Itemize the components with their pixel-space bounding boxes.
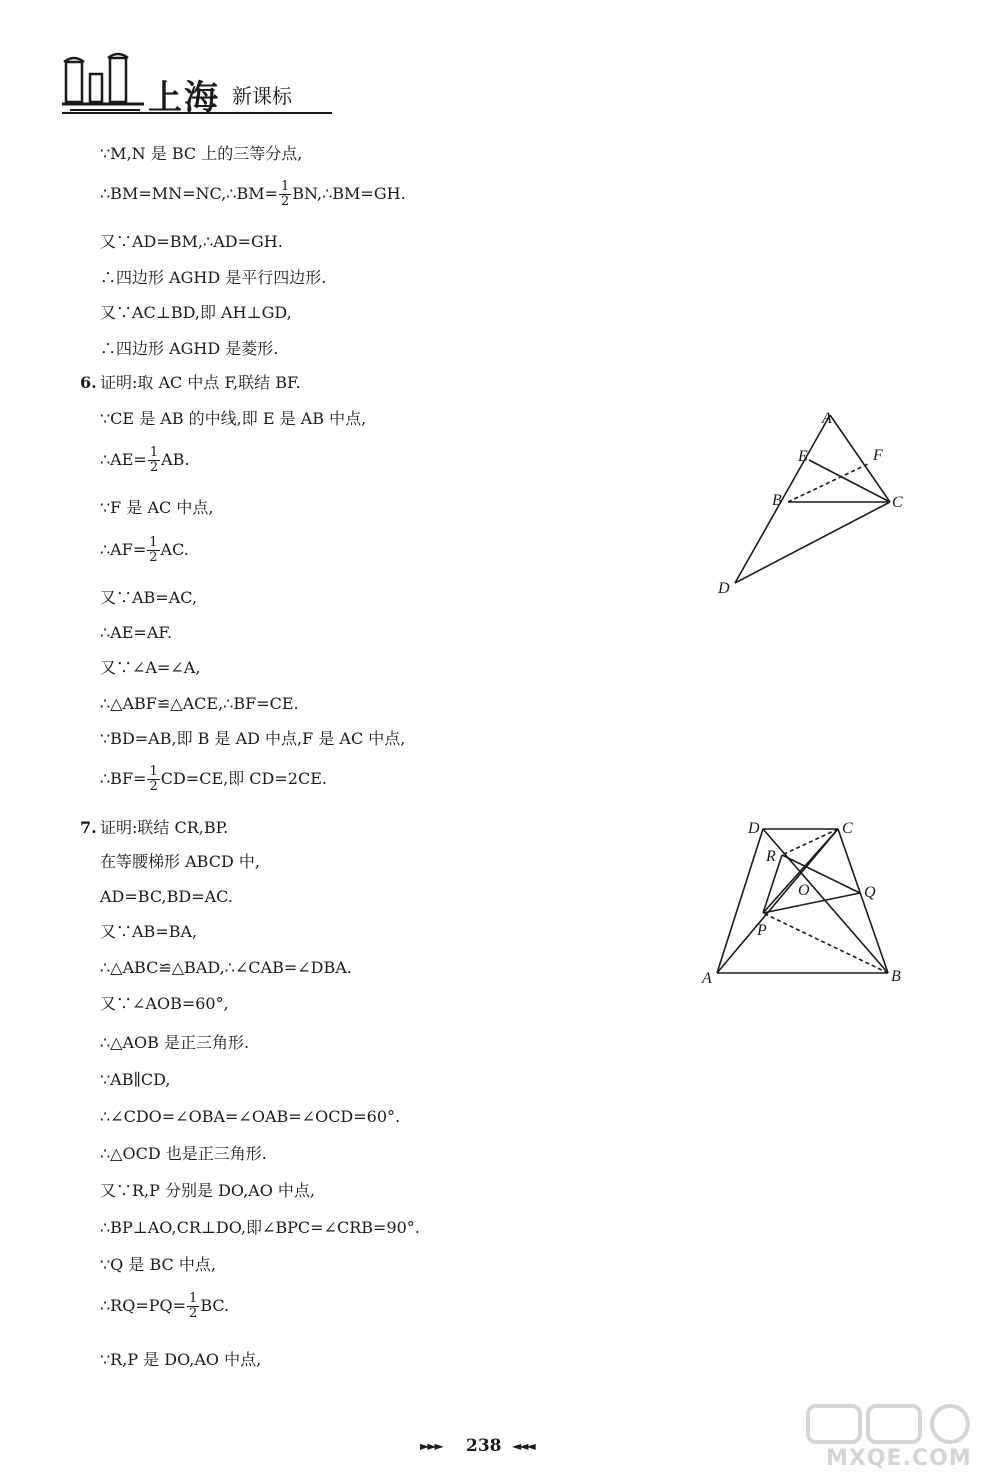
proof-line: 在等腰梯形 ABCD 中, (100, 852, 260, 871)
label-d: D (748, 820, 760, 837)
label-a: A (822, 410, 832, 427)
fraction-suffix: AC. (160, 540, 189, 559)
watermark (798, 1402, 988, 1472)
proof-line-fraction (100, 536, 189, 565)
fraction-suffix: BC. (200, 1296, 230, 1315)
proof-line: AD=BC,BD=AC. (100, 887, 233, 906)
proof-line: ∴△OCD 也是正三角形. (100, 1144, 267, 1163)
label-c: C (892, 494, 903, 511)
fraction-numerator: 1 (149, 764, 158, 779)
proof-line: ∵F 是 AC 中点, (100, 498, 214, 517)
fraction (187, 1292, 199, 1321)
page-number: 238 (466, 1436, 502, 1456)
proof-line-fraction (100, 765, 327, 794)
fraction-prefix: ∴RQ=PQ= (100, 1296, 187, 1315)
proof-line-fraction (100, 180, 406, 209)
label-f: F (873, 447, 883, 464)
proof-line: ∴△ABC≌△BAD,∴∠CAB=∠DBA. (100, 958, 352, 977)
fraction (148, 446, 160, 475)
segment-bd (763, 829, 888, 973)
fraction-numerator: 1 (189, 1291, 198, 1306)
watermark-logo-icon (798, 1402, 988, 1446)
label-o: O (798, 882, 810, 899)
fraction (279, 180, 291, 209)
proof-line: ∴∠CDO=∠OBA=∠OAB=∠OCD=60°. (100, 1107, 401, 1126)
fraction-suffix: AB. (161, 450, 190, 469)
proof-line: 又∵AB=AC, (100, 588, 198, 607)
proof-line: 又∵AC⊥BD,即 AH⊥GD, (100, 303, 292, 322)
figure-trapezoid-abcd (700, 815, 915, 990)
segment-cr-dashed (782, 829, 838, 855)
proof-line: ∵Q 是 BC 中点, (100, 1255, 216, 1274)
figure-triangle-abc (710, 405, 920, 600)
fraction-denominator: 2 (149, 779, 158, 794)
segment-bc (838, 829, 888, 973)
fraction-numerator: 1 (281, 179, 290, 194)
label-b: B (772, 492, 782, 509)
label-b: B (891, 968, 901, 985)
label-r: R (766, 848, 776, 865)
segment-bp-dashed (763, 913, 888, 973)
problem-number: 6. (80, 373, 97, 392)
fraction-prefix: ∴BM=MN=NC,∴BM= (100, 184, 278, 203)
problem-statement: 证明:联结 CR,BP. (100, 818, 229, 837)
fraction-prefix: ∴AF= (100, 540, 147, 559)
proof-line: 又∵R,P 分别是 DO,AO 中点, (100, 1181, 316, 1200)
fraction-suffix: BN,∴BM=GH. (292, 184, 406, 203)
label-p: P (757, 922, 767, 939)
fraction-prefix: ∴BF= (100, 769, 147, 788)
fraction-prefix: ∴AE= (100, 450, 147, 469)
problem-number: 7. (80, 818, 97, 837)
label-d: D (718, 580, 730, 597)
proof-line: ∵R,P 是 DO,AO 中点, (100, 1350, 262, 1369)
fraction-denominator: 2 (149, 460, 159, 475)
proof-line: ∵AB∥CD, (100, 1070, 171, 1089)
label-q: Q (864, 884, 876, 901)
proof-line: ∴四边形 AGHD 是菱形. (100, 339, 279, 358)
books-icon (60, 40, 150, 116)
problem-statement: 证明:取 AC 中点 F,联结 BF. (100, 373, 301, 392)
fraction-denominator: 2 (189, 1306, 198, 1321)
segment-ec (809, 460, 890, 502)
label-a: A (702, 970, 712, 987)
fraction-suffix: CD=CE,即 CD=2CE. (160, 769, 327, 788)
proof-line: ∴△AOB 是正三角形. (100, 1033, 250, 1052)
proof-line: ∴AE=AF. (100, 623, 173, 642)
fraction (147, 536, 159, 565)
proof-line: ∴△ABF≌△ACE,∴BF=CE. (100, 694, 299, 713)
header-divider (62, 112, 332, 114)
fraction-denominator: 2 (149, 550, 158, 565)
proof-line: ∵CE 是 AB 的中线,即 E 是 AB 中点, (100, 409, 367, 428)
proof-line: ∴BP⊥AO,CR⊥DO,即∠BPC=∠CRB=90°. (100, 1218, 420, 1237)
fraction (147, 765, 159, 794)
fraction-numerator: 1 (149, 445, 159, 460)
proof-line: 又∵AB=BA, (100, 922, 198, 941)
proof-line-fraction (100, 446, 190, 475)
segment-ad (717, 829, 763, 973)
label-e: E (798, 448, 808, 465)
proof-line: 又∵∠A=∠A, (100, 658, 201, 677)
proof-line: 又∵∠AOB=60°, (100, 994, 229, 1013)
footer-left-arrows: ►►► (420, 1439, 442, 1453)
fraction-denominator: 2 (281, 194, 290, 209)
proof-line: ∵BD=AB,即 B 是 AD 中点,F 是 AC 中点, (100, 729, 406, 748)
proof-line: ∴四边形 AGHD 是平行四边形. (100, 268, 327, 287)
header-title: 上海 (148, 78, 220, 118)
header-subtitle: 新课标 (232, 84, 292, 108)
proof-line: ∵M,N 是 BC 上的三等分点, (100, 144, 303, 163)
fraction-numerator: 1 (149, 535, 158, 550)
label-c: C (842, 820, 853, 837)
watermark-text: MXQE.COM (826, 1446, 972, 1471)
proof-line-fraction (100, 1292, 229, 1321)
proof-line: 又∵AD=BM,∴AD=GH. (100, 232, 283, 251)
footer-right-arrows: ◄◄◄ (512, 1439, 534, 1453)
